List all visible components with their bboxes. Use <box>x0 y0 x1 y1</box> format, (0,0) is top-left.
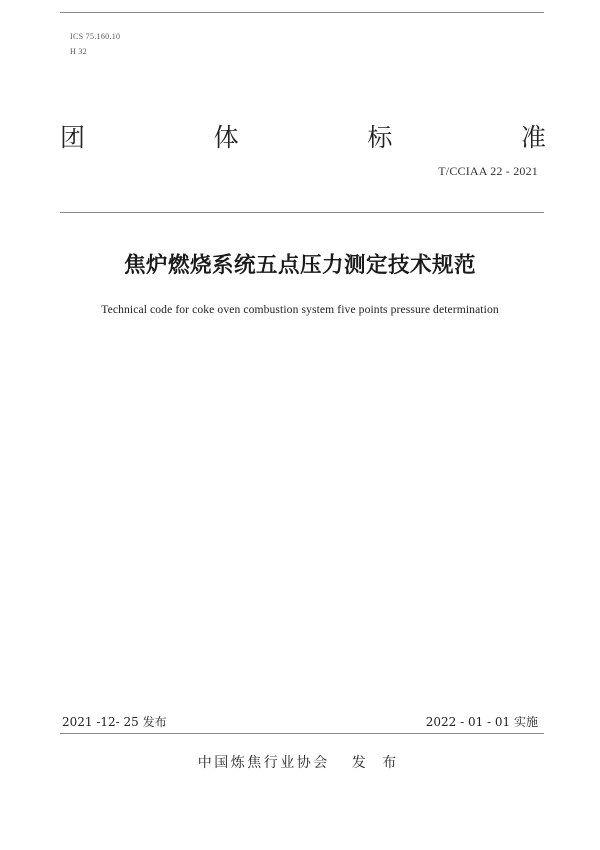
ics-code: ICS 75.160.10 <box>70 32 121 41</box>
standard-type-char: 标 <box>367 123 393 152</box>
standard-type <box>60 118 546 154</box>
title-chinese: 焦炉燃烧系统五点压力测定技术规范 <box>123 253 476 278</box>
issuer-name: 中国炼焦行业协会 <box>197 755 330 771</box>
standard-type-char: 团 <box>60 123 86 152</box>
header-rule <box>60 212 544 213</box>
implementation-date: 2022 - 01 - 01 实施 <box>425 715 538 729</box>
standard-type-char: 准 <box>520 123 546 152</box>
issuer <box>0 752 600 772</box>
title-english: Technical code for coke oven combustion system five points pressure determination <box>101 303 499 316</box>
issuer-action: 发 布 <box>351 755 403 771</box>
standard-number: T/CCIAA 22 - 2021 <box>438 164 538 178</box>
top-rule <box>60 12 544 13</box>
ccs-code: H 32 <box>70 47 87 56</box>
standard-type-char: 体 <box>213 123 239 152</box>
release-date: 2021 -12- 25 发布 <box>62 715 167 729</box>
footer-rule <box>60 733 544 734</box>
